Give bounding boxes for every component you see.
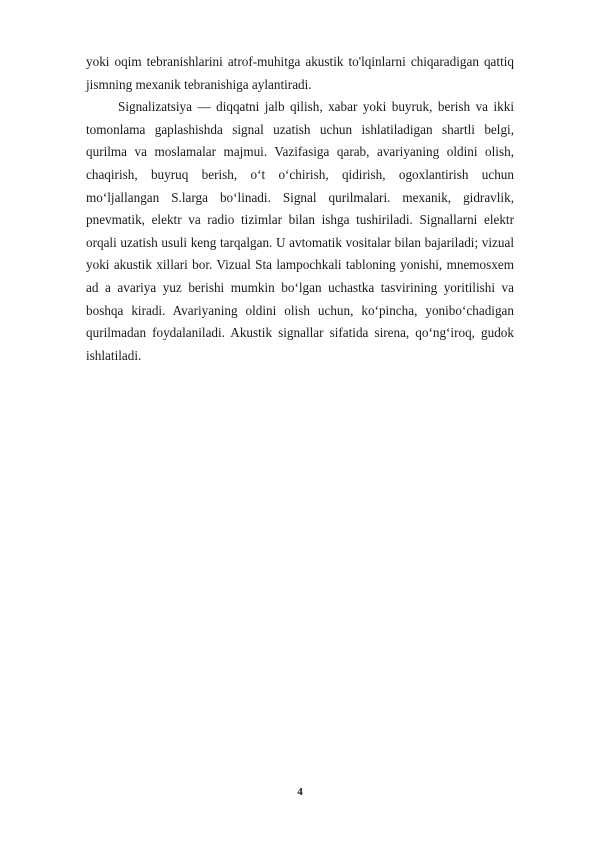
paragraph-signalizatsiya: Signalizatsiya — diqqatni jalb qilish, xabar yoki buyruk, berish va ikki tomonlama gaplashishda signal uzatish uchun ishlatiladigan shartli belgi, qurilma va moslamalar majmui. Vazifasiga qarab, avariyaning oldini olish, chaqirish, buyruq berish, o‘t o‘chirish, qidirish, ogoxlantirish uchun mo‘ljallangan S.larga bo‘linadi. Signal qurilmalari. mexanik, gidravlik, pnevmatik, elektr va radio tizimlar bilan ishga tushiriladi. Signallarni elektr orqali uzatish usuli keng tarqalgan. U avtomatik vositalar bilan bajariladi; vizual yoki akustik xillari bor. Vizual Sta lampochkali tabloning yonishi, mnemosxem ad a avariya yuz berishi mumkin bo‘lgan uchastka tasvirining yoritilishi va boshqa kiradi. Avariyaning oldini olish uchun, ko‘pincha, yonibo‘chadigan qurilmadan foydalaniladi. Akustik signallar sifatida sirena, qo‘ng‘iroq, gudok ishlatiladi. bbox=[86, 99, 514, 363]
body-text bbox=[86, 51, 514, 367]
paragraph-continuation: yoki oqim tebranishlarini atrof-muhitga akustik to'lqinlarni chiqaradigan qattiq jismning mexanik tebranishiga aylantiradi. bbox=[86, 54, 514, 92]
page-number: 4 bbox=[297, 786, 303, 798]
